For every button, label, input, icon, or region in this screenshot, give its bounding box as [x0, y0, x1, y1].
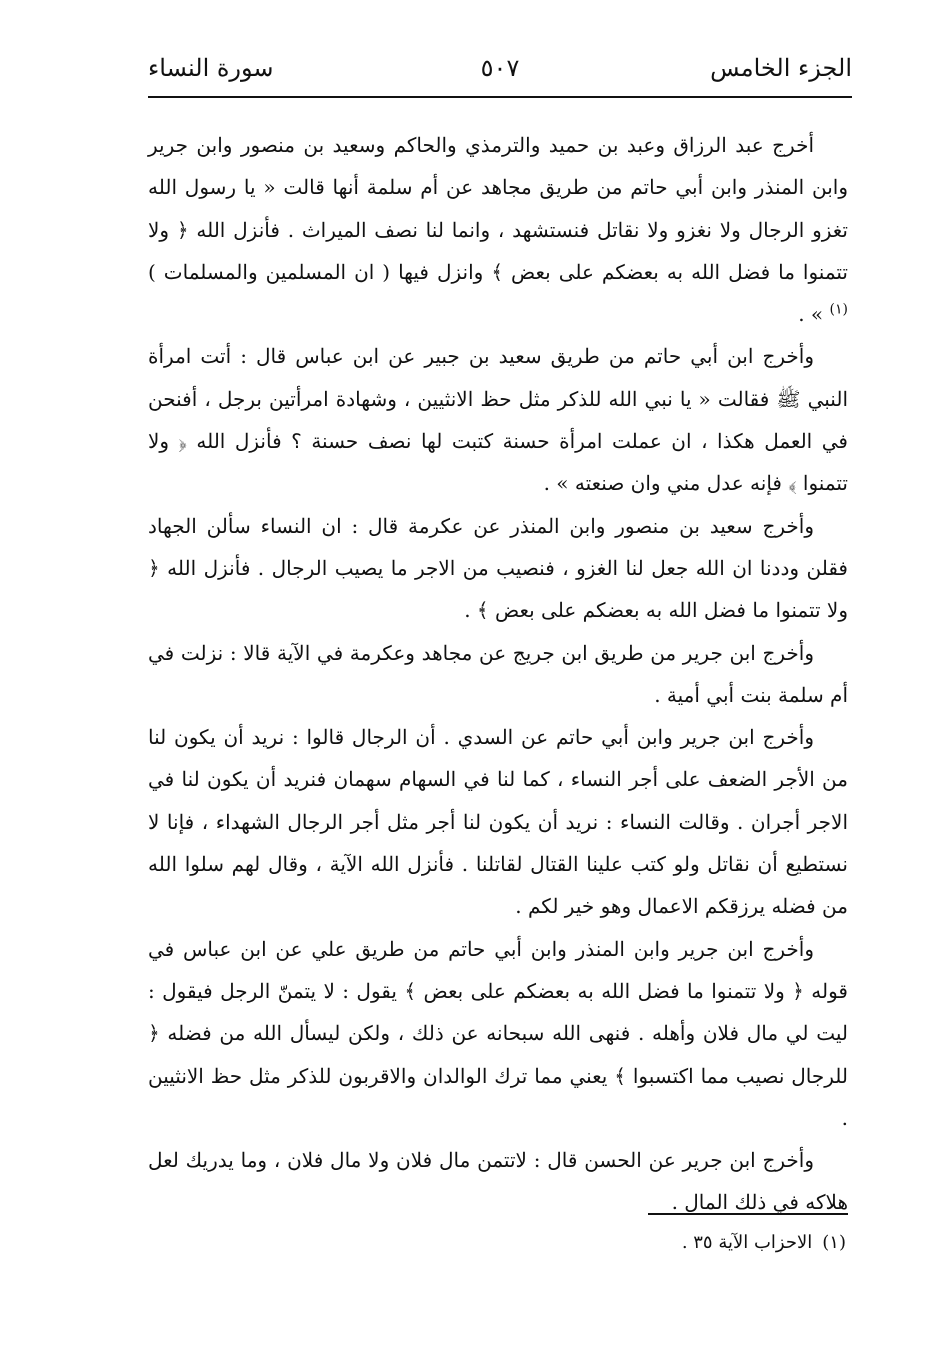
paragraph — [148, 335, 848, 504]
footnote-number: (١) — [822, 1232, 846, 1253]
part-title: الجزء الخامس — [710, 54, 852, 82]
footnote-reference: (١) — [829, 301, 848, 318]
paragraph — [148, 1139, 848, 1224]
page-header — [148, 48, 852, 92]
footnote — [148, 1228, 846, 1258]
paragraph-text: وأخرج ابن جرير وابن المنذر وابن أبي حاتم من طريق علي عن ابن عباس في قوله ﴿ ولا تتمنوا ما فضل الله به بعضكم على بعض ﴾ يقول : لا يتمنّ الرجل فيقول : ليت لي مال فلان وأهله . فنهى الله سبحانه عن ذلك ، ولكن ليسأل الله من فضله ﴿ للرجال نصيب مما اكتسبوا ﴾ يعني مما ترك الوالدان والاقربون للذكر مثل حظ الانثيين . — [148, 936, 848, 1130]
paragraph — [148, 632, 848, 717]
paragraph-text: وأخرج ابن أبي حاتم من طريق سعيد بن جبير عن ابن عباس قال : أتت امرأة النبي ﷺ فقالت « يا نبي الله للذكر مثل حظ الانثيين ، وشهادة امرأتين برجل ، أفنحن في العمل هكذا ، ان عملت امرأة حسنة كتبت لها نصف حسنة ؟ فأنزل الله ﴿ ولا تتمنوا ﴾ فإنه عدل مني وان صنعته » . — [148, 344, 848, 496]
paragraph — [148, 928, 848, 1139]
footnote-text: الاحزاب الآية ٣٥ . — [681, 1232, 813, 1253]
header-rule — [148, 96, 852, 98]
footnote-rule — [648, 1213, 848, 1215]
paragraph-text: وأخرج سعيد بن منصور وابن المنذر عن عكرمة قال : ان النساء سألن الجهاد فقلن وددنا ان الله جعل لنا الغزو ، فنصيب من الاجر ما يصيب الرجال . فأنزل الله ﴿ ولا تتمنوا ما فضل الله به بعضكم على بعض ﴾ . — [148, 513, 848, 623]
paragraph-text: أخرج عبد الرزاق وعبد بن حميد والترمذي والحاكم وسعيد بن منصور وابن جرير وابن المنذر وابن أبي حاتم من طريق مجاهد عن أم سلمة أنها قالت « يا رسول الله تغزو الرجال ولا نغزو ولا نقاتل فنستشهد ، وانما لنا نصف الميراث . فأنزل الله ﴿ ولا تتمنوا ما فضل الله به بعضكم على بعض ﴾ وانزل فيها ( ان المسلمين والمسلمات ) — [148, 133, 848, 284]
surah-title: سورة النساء — [148, 54, 274, 82]
paragraph — [148, 124, 848, 335]
paragraph — [148, 505, 848, 632]
page-number: ٥٠٧ — [480, 54, 520, 82]
paragraph-text-end: » . — [798, 302, 830, 327]
paragraph-text: وأخرج ابن جرير وابن أبي حاتم عن السدي . أن الرجال قالوا : نريد أن يكون لنا من الأجر الضعف على أجر النساء ، كما لنا في السهام سهمان فنريد أن يكون لنا في الاجر أجران . وقالت النساء : نريد أن يكون لنا أجر مثل أجر الرجال الشهداء ، فإنا لا نستطيع أن نقاتل ولو كتب علينا القتال لقاتلنا . فأنزل الله الآية ، وقال لهم سلوا الله من فضله يرزقكم الاعمال وهو خير لكم . — [148, 725, 848, 919]
paragraph-text: وأخرج ابن جرير من طريق ابن جريج عن مجاهد وعكرمة في الآية قالا : نزلت في أم سلمة بنت أبي أمية . — [148, 640, 848, 707]
main-text — [148, 124, 848, 1224]
paragraph — [148, 716, 848, 927]
paragraph-text: وأخرج ابن جرير عن الحسن قال : لاتتمن مال فلان ولا مال فلان ، وما يدريك لعل هلاكه في ذلك المال . — [148, 1148, 848, 1215]
